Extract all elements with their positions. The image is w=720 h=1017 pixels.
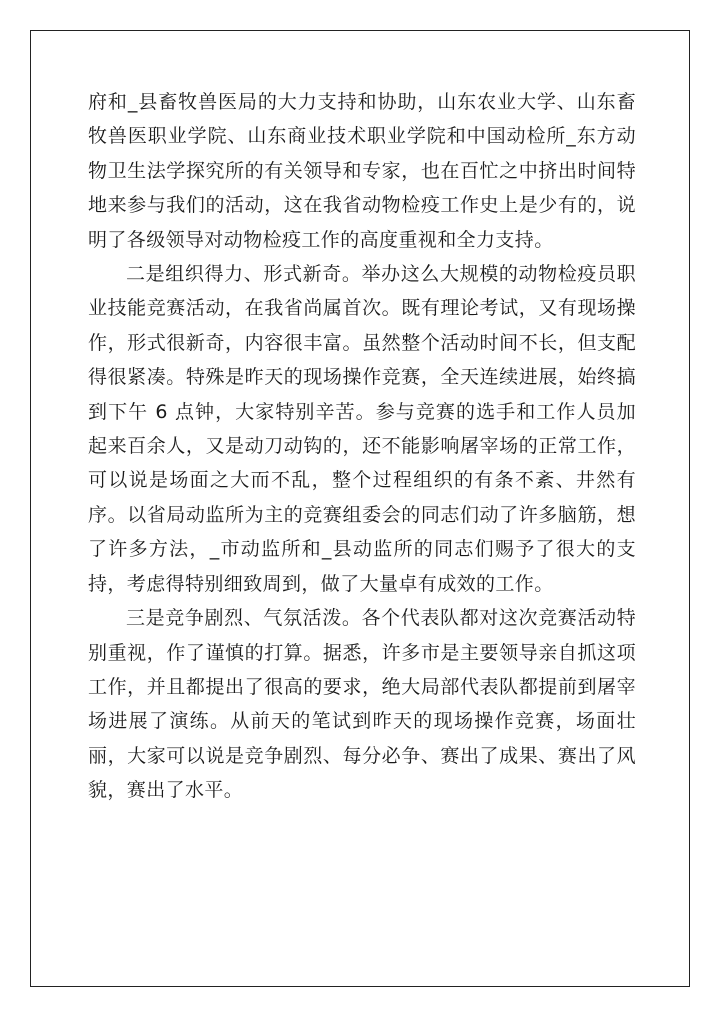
paragraph-1: 府和_县畜牧兽医局的大力支持和协助，山东农业大学、山东畜牧兽医职业学院、山东商业技术职业学院和中国动检所_东方动物卫生法学探究所的有关领导和专家，也在百忙之中挤出时间特地来参与我们的活动，这在我省动物检疫工作史上是少有的，说明了各级领导对动物检疫工作的高度重视和全力支持。: [88, 91, 636, 251]
document-body: [88, 85, 636, 808]
paragraph-3: 三是竞争剧烈、气氛活泼。各个代表队都对这次竞赛活动特别重视，作了谨慎的打算。据悉，许多市是主要领导亲自抓这项工作，并且都提出了很高的要求，绝大局部代表队都提前到屠宰场进展了演练。从前天的笔试到昨天的现场操作竞赛，场面壮丽，大家可以说是竞争剧烈、每分必争、赛出了成果、赛出了风貌，赛出了水平。: [88, 607, 636, 802]
paragraph-2: 二是组织得力、形式新奇。举办这么大规模的动物检疫员职业技能竞赛活动，在我省尚属首次。既有理论考试，又有现场操作，形式很新奇，内容很丰富。虽然整个活动时间不长，但支配得很紧凑。特殊是昨天的现场操作竞赛，全天连续进展，始终搞到下午 6 点钟，大家特别辛苦。参与竞赛的选手和工作人员加起来百余人，又是动刀动钩的，还不能影响屠宰场的正常工作，可以说是场面之大而不乱，整个过程组织的有条不紊、井然有序。以省局动监所为主的竞赛组委会的同志们动了许多脑筋，想了许多方法，_市动监所和_县动监所的同志们赐予了很大的支持，考虑得特别细致周到，做了大量卓有成效的工作。: [88, 263, 636, 595]
